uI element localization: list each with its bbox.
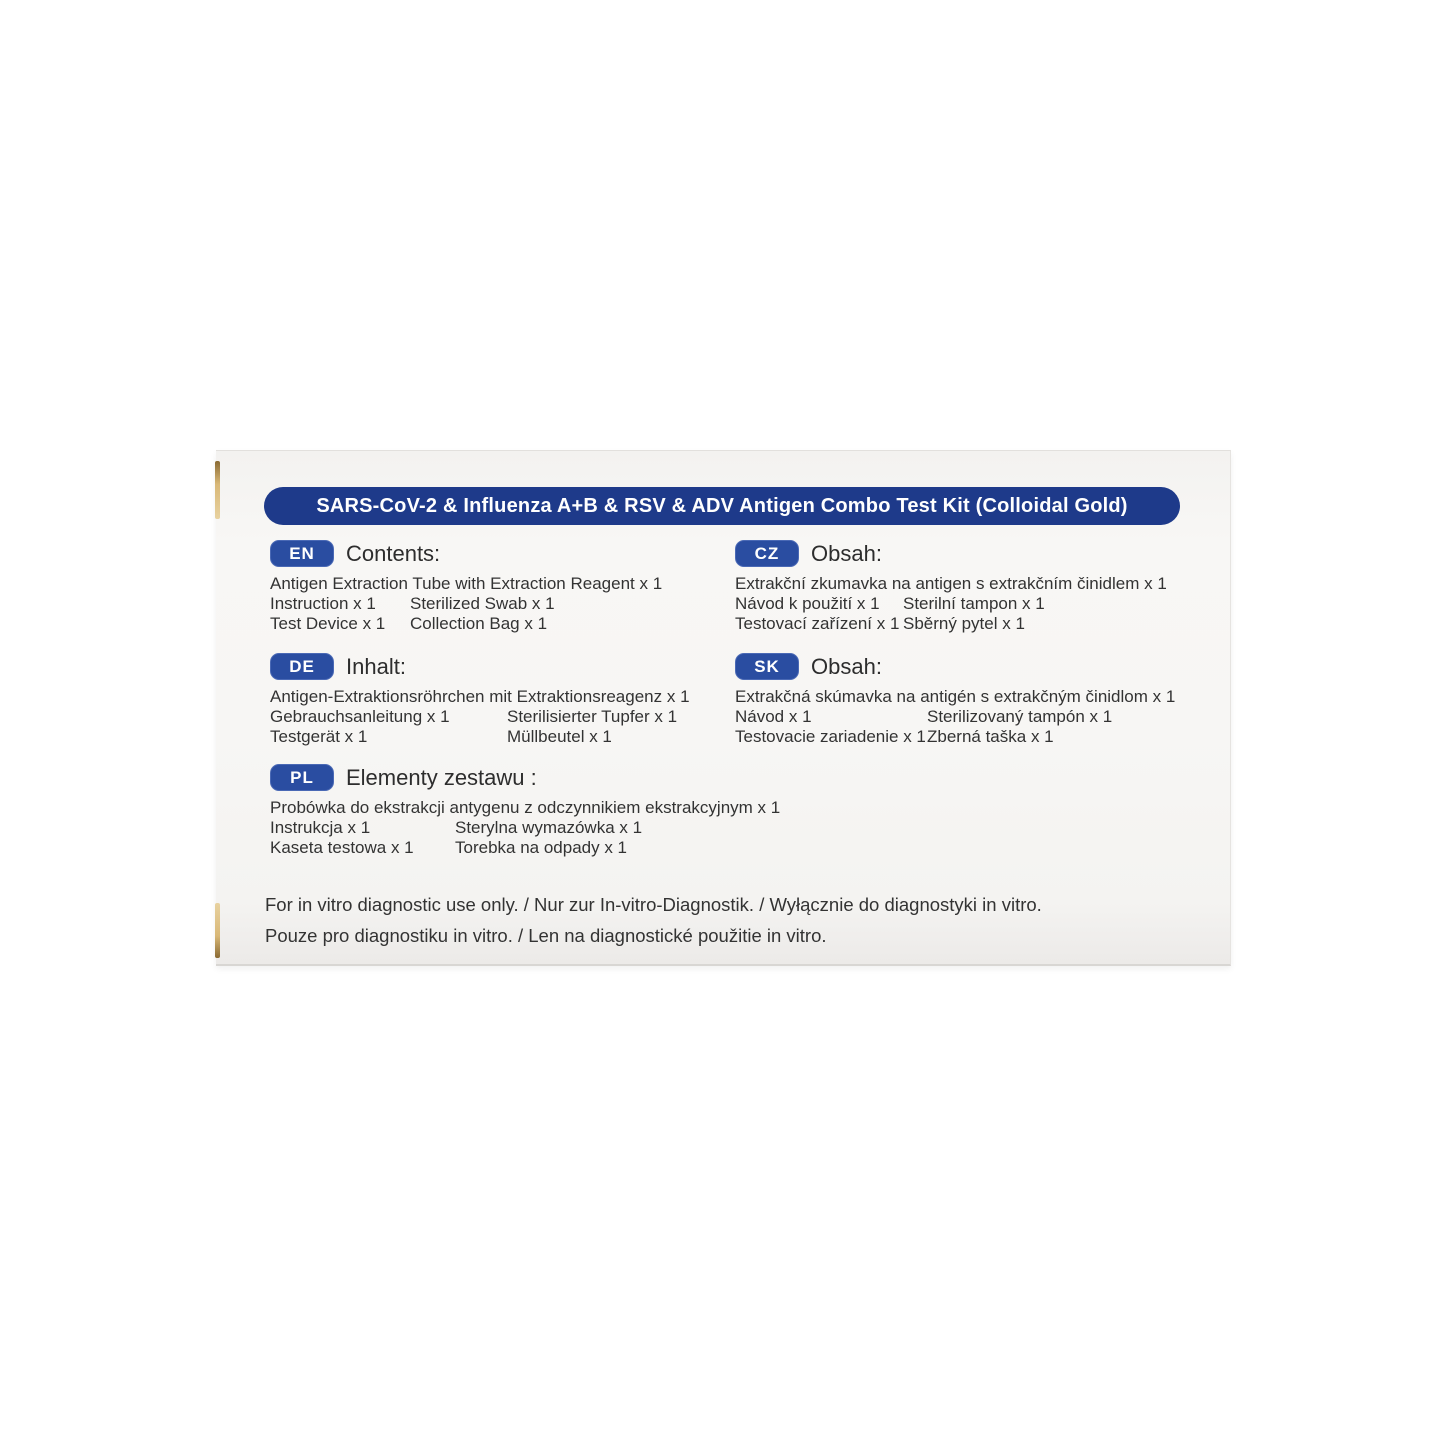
content-row [270, 594, 662, 614]
content-row [270, 727, 690, 747]
product-title: SARS-CoV-2 & Influenza A+B & RSV & ADV Antigen Combo Test Kit (Colloidal Gold) [316, 494, 1128, 517]
section-sk-heading: Obsah: [811, 653, 882, 679]
content-line: Extrakčná skúmavka na antigén s extrakčným činidlom x 1 [735, 687, 1176, 706]
content-cell: Testovací zařízení x 1 [735, 614, 900, 633]
lang-badge-pl: PL [270, 764, 334, 791]
section-en [270, 540, 662, 634]
content-row [270, 838, 780, 858]
ivd-notice-line-1: For in vitro diagnostic use only. / Nur zur In-vitro-Diagnostik. / Wyłącznie do diagnostyki in vitro. [265, 894, 1042, 915]
section-cz [735, 540, 1167, 634]
lang-badge-de: DE [270, 653, 334, 680]
content-cell: Návod x 1 [735, 707, 812, 726]
box-edge-gold-top [215, 461, 220, 519]
lang-badge-cz: CZ [735, 540, 799, 567]
content-cell: Sterilized Swab x 1 [410, 594, 555, 613]
content-row [735, 707, 1175, 727]
content-line: Antigen-Extraktionsröhrchen mit Extraktionsreagenz x 1 [270, 687, 690, 706]
box-edge-gold-bottom [215, 903, 220, 958]
content-cell: Sterilizovaný tampón x 1 [927, 707, 1113, 726]
content-line: Probówka do ekstrakcji antygenu z odczynnikiem ekstrakcyjnym x 1 [270, 798, 781, 817]
content-cell: Instrukcja x 1 [270, 818, 371, 837]
section-cz-header [735, 540, 1167, 567]
section-de [270, 653, 690, 747]
product-title-bar [264, 487, 1180, 525]
section-pl-header [270, 764, 780, 791]
ivd-notice [265, 889, 1042, 951]
content-row [270, 818, 780, 838]
content-cell: Müllbeutel x 1 [507, 727, 612, 746]
content-row [735, 614, 1167, 634]
lang-badge-sk: SK [735, 653, 799, 680]
section-sk [735, 653, 1175, 747]
content-cell: Sterylna wymazówka x 1 [455, 818, 643, 837]
content-cell: Zberná taška x 1 [927, 727, 1054, 746]
content-cell: Torebka na odpady x 1 [455, 838, 628, 857]
content-row [270, 707, 690, 727]
section-de-heading: Inhalt: [346, 653, 406, 679]
content-cell: Testovacie zariadenie x 1 [735, 727, 926, 746]
content-cell: Kaseta testowa x 1 [270, 838, 414, 857]
content-cell: Collection Bag x 1 [410, 614, 548, 633]
content-row [735, 727, 1175, 747]
section-pl [270, 764, 780, 858]
section-en-header [270, 540, 662, 567]
content-cell: Test Device x 1 [270, 614, 386, 633]
content-cell: Sběrný pytel x 1 [903, 614, 1025, 633]
section-pl-heading: Elementy zestawu : [346, 764, 537, 790]
ivd-notice-line-2: Pouze pro diagnostiku in vitro. / Len na diagnostické použitie in vitro. [265, 925, 827, 946]
lang-badge-en: EN [270, 540, 334, 567]
content-row [735, 594, 1167, 614]
content-cell: Instruction x 1 [270, 594, 376, 613]
content-cell: Gebrauchsanleitung x 1 [270, 707, 450, 726]
section-sk-header [735, 653, 1175, 680]
content-cell: Sterilní tampon x 1 [903, 594, 1045, 613]
section-de-header [270, 653, 690, 680]
content-line: Extrakční zkumavka na antigen s extrakčním činidlem x 1 [735, 574, 1167, 593]
section-cz-heading: Obsah: [811, 540, 882, 566]
section-en-heading: Contents: [346, 540, 441, 566]
content-cell: Návod k použití x 1 [735, 594, 880, 613]
content-cell: Testgerät x 1 [270, 727, 368, 746]
content-line: Antigen Extraction Tube with Extraction Reagent x 1 [270, 574, 663, 593]
content-cell: Sterilisierter Tupfer x 1 [507, 707, 678, 726]
test-kit-box-back-panel [216, 450, 1231, 966]
content-row [270, 614, 662, 634]
